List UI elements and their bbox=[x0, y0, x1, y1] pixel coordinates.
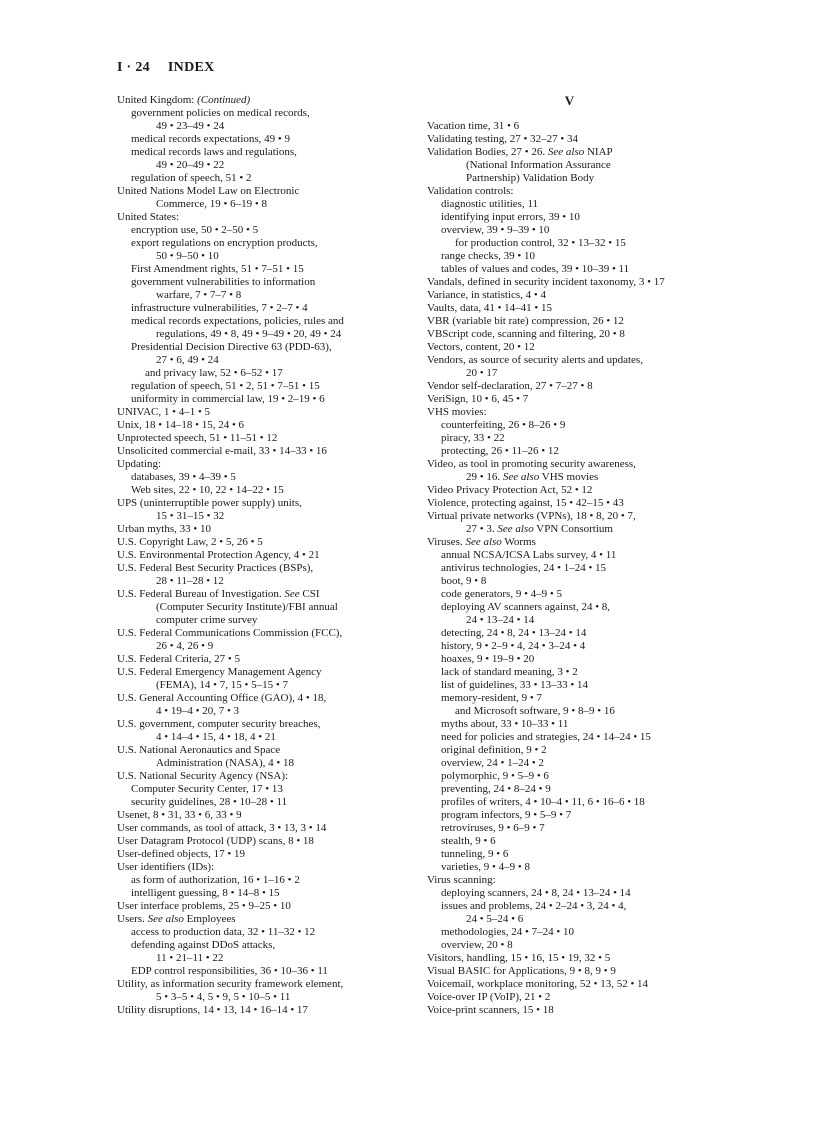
index-subentry: uniformity in commercial law, 19 • 2–19 • 6 bbox=[131, 393, 325, 405]
index-subentry: code generators, 9 • 4–9 • 5 bbox=[441, 588, 563, 600]
index-subentry: deploying scanners, 24 • 8, 24 • 13–24 • 14 bbox=[441, 887, 631, 899]
index-entry: U.S. Environmental Protection Agency, 4 • 21 bbox=[117, 549, 320, 561]
index-entry: VeriSign, 10 • 6, 45 • 7 bbox=[427, 393, 529, 405]
index-entry-continuation: warfare, 7 • 7–7 • 8 bbox=[156, 289, 242, 301]
index-subentry: methodologies, 24 • 7–24 • 10 bbox=[441, 926, 574, 938]
index-subentry: original definition, 9 • 2 bbox=[441, 744, 547, 756]
index-entry-continuation: 29 • 16. See also VHS movies bbox=[466, 471, 599, 483]
index-entry-continuation: 49 • 23–49 • 24 bbox=[156, 120, 225, 132]
index-entry: Utility disruptions, 14 • 13, 14 • 16–14 • 17 bbox=[117, 1004, 308, 1016]
index-subentry: access to production data, 32 • 11–32 • 12 bbox=[131, 926, 316, 938]
index-entry: Video, as tool in promoting security awareness, bbox=[427, 458, 636, 470]
index-subentry: Presidential Decision Directive 63 (PDD-63), bbox=[131, 341, 332, 353]
index-column-right bbox=[427, 94, 712, 1017]
index-subentry: and privacy law, 52 • 6–52 • 17 bbox=[145, 367, 283, 379]
index-entry: Vendors, as source of security alerts and updates, bbox=[427, 354, 643, 366]
index-subentry: diagnostic utilities, 11 bbox=[441, 198, 539, 210]
index-entry: Validation controls: bbox=[427, 185, 514, 197]
index-entry: Voice-over IP (VoIP), 21 • 2 bbox=[427, 991, 551, 1003]
index-subentry: list of guidelines, 33 • 13–33 • 14 bbox=[441, 679, 589, 691]
index-subentry: detecting, 24 • 8, 24 • 13–24 • 14 bbox=[441, 627, 587, 639]
index-subentry: intelligent guessing, 8 • 14–8 • 15 bbox=[131, 887, 280, 899]
index-subentry: First Amendment rights, 51 • 7–51 • 15 bbox=[131, 263, 304, 275]
index-entry: Voicemail, workplace monitoring, 52 • 13, 52 • 14 bbox=[427, 978, 649, 990]
index-subentry: issues and problems, 24 • 2–24 • 3, 24 • 4, bbox=[441, 900, 627, 912]
index-entry: United Kingdom: (Continued) bbox=[117, 94, 251, 106]
index-subentry: tables of values and codes, 39 • 10–39 • 11 bbox=[441, 263, 630, 275]
index-entry: VBScript code, scanning and filtering, 20 • 8 bbox=[427, 328, 625, 340]
index-subentry: overview, 20 • 8 bbox=[441, 939, 513, 951]
index-entry-continuation: (Computer Security Institute)/FBI annual bbox=[156, 601, 338, 613]
index-subentry: medical records expectations, 49 • 9 bbox=[131, 133, 291, 145]
index-subentry: export regulations on encryption products, bbox=[131, 237, 318, 249]
index-entry: VBR (variable bit rate) compression, 26 • 12 bbox=[427, 315, 624, 327]
index-subentry: deploying AV scanners against, 24 • 8, bbox=[441, 601, 611, 613]
index-subentry: identifying input errors, 39 • 10 bbox=[441, 211, 580, 223]
index-entry: Vaults, data, 41 • 14–41 • 15 bbox=[427, 302, 553, 314]
running-title: INDEX bbox=[167, 60, 215, 75]
index-entry-continuation: 5 • 3–5 • 4, 5 • 9, 5 • 10–5 • 11 bbox=[156, 991, 291, 1003]
index-subentry: varieties, 9 • 4–9 • 8 bbox=[441, 861, 530, 873]
index-entry: Vendor self-declaration, 27 • 7–27 • 8 bbox=[427, 380, 593, 392]
index-subentry: government policies on medical records, bbox=[131, 107, 310, 119]
index-subentry: lack of standard meaning, 3 • 2 bbox=[441, 666, 578, 678]
index-entry-continuation: 26 • 4, 26 • 9 bbox=[156, 640, 214, 652]
index-entry: U.S. Federal Criteria, 27 • 5 bbox=[117, 653, 240, 665]
index-entry-continuation: 28 • 11–28 • 12 bbox=[156, 575, 224, 587]
index-entry: User identifiers (IDs): bbox=[117, 861, 215, 873]
page-number: I · 24 bbox=[117, 60, 150, 75]
index-entry: U.S. Federal Bureau of Investigation. See CSI bbox=[117, 588, 320, 600]
index-entry: Viruses. See also Worms bbox=[427, 536, 536, 548]
index-entry: Voice-print scanners, 15 • 18 bbox=[427, 1004, 554, 1016]
index-entry: User interface problems, 25 • 9–25 • 10 bbox=[117, 900, 291, 912]
index-entry: U.S. Federal Emergency Management Agency bbox=[117, 666, 322, 678]
index-entry: User commands, as tool of attack, 3 • 13, 3 • 14 bbox=[117, 822, 327, 834]
index-entry: Unix, 18 • 14–18 • 15, 24 • 6 bbox=[117, 419, 245, 431]
index-entry: Video Privacy Protection Act, 52 • 12 bbox=[427, 484, 593, 496]
index-subentry: defending against DDoS attacks, bbox=[131, 939, 276, 951]
index-subentry: polymorphic, 9 • 5–9 • 6 bbox=[441, 770, 549, 782]
index-subentry: overview, 39 • 9–39 • 10 bbox=[441, 224, 550, 236]
index-subentry: annual NCSA/ICSA Labs survey, 4 • 11 bbox=[441, 549, 617, 561]
index-subentry: security guidelines, 28 • 10–28 • 11 bbox=[131, 796, 288, 808]
index-subentry: boot, 9 • 8 bbox=[441, 575, 487, 587]
index-entry: UNIVAC, 1 • 4–1 • 5 bbox=[117, 406, 211, 418]
index-subentry: encryption use, 50 • 2–50 • 5 bbox=[131, 224, 259, 236]
section-letter-v: V bbox=[564, 93, 575, 108]
index-subentry: overview, 24 • 1–24 • 2 bbox=[441, 757, 544, 769]
index-entry: Violence, protecting against, 15 • 42–15 • 43 bbox=[427, 497, 624, 509]
index-entry: Validating testing, 27 • 32–27 • 34 bbox=[427, 133, 578, 145]
index-subentry: range checks, 39 • 10 bbox=[441, 250, 535, 262]
index-entry: Usenet, 8 • 31, 33 • 6, 33 • 9 bbox=[117, 809, 242, 821]
index-entry-continuation: Partnership) Validation Body bbox=[466, 172, 595, 184]
index-entry: U.S. Federal Best Security Practices (BSPs), bbox=[117, 562, 314, 574]
index-entry: Visitors, handling, 15 • 16, 15 • 19, 32 • 5 bbox=[427, 952, 611, 964]
index-subentry: as form of authorization, 16 • 1–16 • 2 bbox=[131, 874, 300, 886]
index-entry: Users. See also Employees bbox=[117, 913, 236, 925]
index-entry-continuation: regulations, 49 • 8, 49 • 9–49 • 20, 49 • 24 bbox=[156, 328, 342, 340]
index-subentry: medical records expectations, policies, rules and bbox=[131, 315, 344, 327]
index-entry: Validation Bodies, 27 • 26. See also NIAP bbox=[427, 146, 613, 158]
index-entry-continuation: 24 • 5–24 • 6 bbox=[466, 913, 524, 925]
index-entry: Updating: bbox=[117, 458, 161, 470]
index-subentry: retroviruses, 9 • 6–9 • 7 bbox=[441, 822, 545, 834]
index-entry-continuation: 49 • 20–49 • 22 bbox=[156, 159, 225, 171]
index-entry: Unprotected speech, 51 • 11–51 • 12 bbox=[117, 432, 278, 444]
index-entry: User Datagram Protocol (UDP) scans, 8 • 18 bbox=[117, 835, 314, 847]
index-entry-continuation: 27 • 6, 49 • 24 bbox=[156, 354, 219, 366]
index-subentry: history, 9 • 2–9 • 4, 24 • 3–24 • 4 bbox=[441, 640, 586, 652]
index-entry: U.S. National Security Agency (NSA): bbox=[117, 770, 289, 782]
index-entry: U.S. Copyright Law, 2 • 5, 26 • 5 bbox=[117, 536, 263, 548]
index-subentry: EDP control responsibilities, 36 • 10–36 • 11 bbox=[131, 965, 328, 977]
index-entry: UPS (uninterruptible power supply) units, bbox=[117, 497, 302, 509]
index-entry-continuation: (FEMA), 14 • 7, 15 • 5–15 • 7 bbox=[156, 679, 288, 691]
index-entry: Vandals, defined in security incident taxonomy, 3 • 17 bbox=[427, 276, 665, 288]
index-entry: U.S. government, computer security breaches, bbox=[117, 718, 321, 730]
index-entry-continuation: 4 • 14–4 • 15, 4 • 18, 4 • 21 bbox=[156, 731, 276, 743]
index-entry-continuation: (National Information Assurance bbox=[466, 159, 611, 171]
index-subentry: counterfeiting, 26 • 8–26 • 9 bbox=[441, 419, 566, 431]
index-subentry: databases, 39 • 4–39 • 5 bbox=[131, 471, 236, 483]
index-subentry: tunneling, 9 • 6 bbox=[441, 848, 509, 860]
index-entry-continuation: Commerce, 19 • 6–19 • 8 bbox=[156, 198, 267, 210]
index-entry: Virus scanning: bbox=[427, 874, 496, 886]
index-entry: Visual BASIC for Applications, 9 • 8, 9 • 9 bbox=[427, 965, 616, 977]
index-entry: Unsolicited commercial e-mail, 33 • 14–33 • 16 bbox=[117, 445, 327, 457]
index-entry-continuation: 11 • 21–11 • 22 bbox=[156, 952, 224, 964]
index-entry: Virtual private networks (VPNs), 18 • 8, 20 • 7, bbox=[427, 510, 636, 522]
index-subentry: infrastructure vulnerabilities, 7 • 2–7 • 4 bbox=[131, 302, 308, 314]
index-entry-continuation: Administration (NASA), 4 • 18 bbox=[156, 757, 294, 769]
index-entry-continuation: computer crime survey bbox=[156, 614, 258, 626]
index-entry: Variance, in statistics, 4 • 4 bbox=[427, 289, 547, 301]
index-entry-continuation: 15 • 31–15 • 32 bbox=[156, 510, 225, 522]
index-column-left bbox=[117, 94, 402, 1017]
index-subentry: antivirus technologies, 24 • 1–24 • 15 bbox=[441, 562, 607, 574]
index-entry: Vacation time, 31 • 6 bbox=[427, 120, 520, 132]
index-subentry: myths about, 33 • 10–33 • 11 bbox=[441, 718, 569, 730]
index-entry-continuation: 27 • 3. See also VPN Consortium bbox=[466, 523, 613, 535]
index-subentry: regulation of speech, 51 • 2, 51 • 7–51 • 15 bbox=[131, 380, 320, 392]
index-subentry: regulation of speech, 51 • 2 bbox=[131, 172, 252, 184]
index-entry-continuation: 20 • 17 bbox=[466, 367, 498, 379]
index-subentry: memory-resident, 9 • 7 bbox=[441, 692, 542, 704]
index-entry-continuation: 4 • 19–4 • 20, 7 • 3 bbox=[156, 705, 240, 717]
index-entry: United States: bbox=[117, 211, 180, 223]
index-subentry: Web sites, 22 • 10, 22 • 14–22 • 15 bbox=[131, 484, 284, 496]
index-subentry: Computer Security Center, 17 • 13 bbox=[131, 783, 283, 795]
index-entries-v bbox=[427, 120, 712, 1017]
index-subentry: preventing, 24 • 8–24 • 9 bbox=[441, 783, 551, 795]
index-entry-continuation: 24 • 13–24 • 14 bbox=[466, 614, 535, 626]
index-subentry: profiles of writers, 4 • 10–4 • 11, 6 • 16–6 • 18 bbox=[441, 796, 645, 808]
index-entry: VHS movies: bbox=[427, 406, 487, 418]
index-subentry: piracy, 33 • 22 bbox=[441, 432, 505, 444]
index-entry: Utility, as information security framework element, bbox=[117, 978, 344, 990]
page-header bbox=[117, 60, 215, 76]
index-entry: U.S. General Accounting Office (GAO), 4 • 18, bbox=[117, 692, 327, 704]
index-subentry: government vulnerabilities to information bbox=[131, 276, 316, 288]
index-entry: U.S. National Aeronautics and Space bbox=[117, 744, 281, 756]
index-subentry: and Microsoft software, 9 • 8–9 • 16 bbox=[455, 705, 615, 717]
index-entry: Vectors, content, 20 • 12 bbox=[427, 341, 535, 353]
index-subentry: medical records laws and regulations, bbox=[131, 146, 297, 158]
index-entry: U.S. Federal Communications Commission (FCC), bbox=[117, 627, 343, 639]
index-subentry: for production control, 32 • 13–32 • 15 bbox=[455, 237, 626, 249]
index-subentry: hoaxes, 9 • 19–9 • 20 bbox=[441, 653, 535, 665]
index-entry: User-defined objects, 17 • 19 bbox=[117, 848, 245, 860]
index-subentry: stealth, 9 • 6 bbox=[441, 835, 496, 847]
index-entry: United Nations Model Law on Electronic bbox=[117, 185, 300, 197]
index-subentry: need for policies and strategies, 24 • 14–24 • 15 bbox=[441, 731, 651, 743]
index-entry-continuation: 50 • 9–50 • 10 bbox=[156, 250, 219, 262]
index-subentry: protecting, 26 • 11–26 • 12 bbox=[441, 445, 559, 457]
index-subentry: program infectors, 9 • 5–9 • 7 bbox=[441, 809, 572, 821]
index-entry: Urban myths, 33 • 10 bbox=[117, 523, 211, 535]
